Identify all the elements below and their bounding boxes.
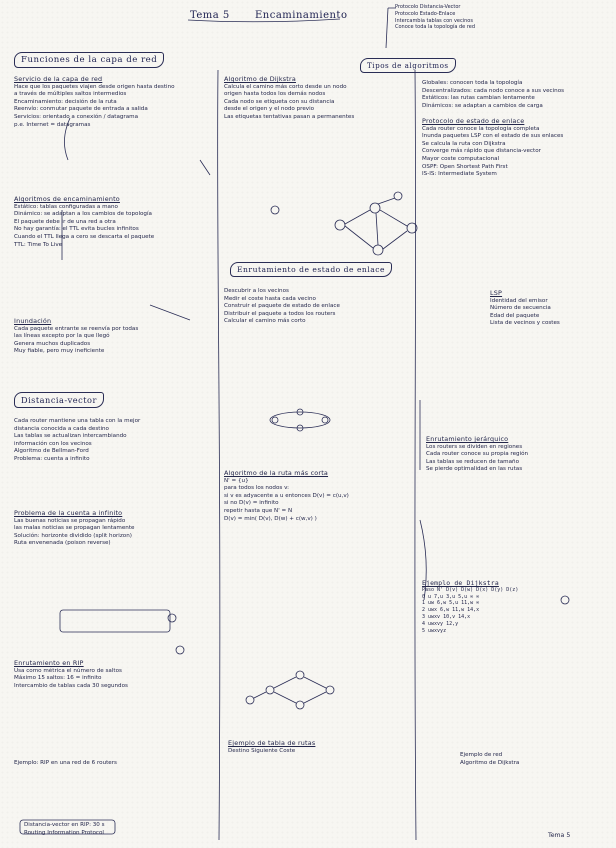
left-block-1: [14, 76, 175, 129]
note-line: Mayor coste computacional: [422, 155, 500, 162]
note-line: Máximo 15 saltos: 16 = infinito: [14, 675, 102, 682]
note-line: Protocolo Estado-Enlace: [395, 10, 456, 17]
note-line: Construir el paquete de estado de enlace: [224, 303, 340, 310]
table-row: 2 uwx 6,w 11,w 14,x: [422, 607, 480, 614]
note-line: Solución: horizonte dividido (split horizon): [14, 532, 132, 539]
note-line: Servicios: orientado a conexión / datagrama: [14, 113, 139, 120]
note-line: Número de secuencia: [490, 305, 551, 312]
note-line: Muy fiable, pero muy ineficiente: [14, 348, 105, 355]
left-block-5: [14, 510, 135, 548]
section-heading: Algoritmo de la ruta más corta: [224, 469, 329, 477]
note-line: Distribuir el paquete a todos los routers: [224, 310, 336, 317]
note-line: Dinámico: se adaptan a los cambios de topología: [14, 211, 152, 218]
note-line: si no D(v) = infinito: [224, 500, 279, 507]
left-block-4: [14, 418, 140, 464]
note-line: Conoce toda la topología de red: [395, 24, 476, 31]
note-line: Identidad del emisor: [490, 297, 548, 304]
section-heading: Ejemplo de tabla de rutas: [228, 739, 316, 747]
note-line: Lista de vecinos y costes: [490, 320, 560, 327]
note-line: Descubrir a los vecinos: [224, 288, 289, 294]
middle-block-2: [224, 288, 340, 326]
table-row: 1 uw 6,w 5,u 11,w ∞: [422, 600, 480, 607]
note-line: Reenvío: conmutar paquete de entrada a salida: [14, 106, 148, 113]
bottom-left-note: Ejemplo: RIP en una red de 6 routers: [14, 760, 117, 766]
note-line: Calcula el camino más corto desde un nodo: [224, 83, 347, 90]
middle-bottom-notes: [228, 740, 315, 755]
note-line: Usa como métrica el número de saltos: [14, 667, 122, 674]
note-line: TTL: Time To Live: [14, 241, 63, 248]
note-line: Ruta envenenada (poison reverse): [14, 540, 111, 547]
dijkstra-example: [422, 580, 518, 634]
note-line: Estático: tablas configuradas a mano: [14, 203, 118, 210]
note-line: Cada nodo se etiqueta con su distancia: [224, 98, 335, 105]
note-line: Inunda paquetes LSP con el estado de sus enlaces: [422, 133, 564, 140]
note-line: Problema: cuenta a infinito: [14, 455, 90, 462]
middle-block-1: [224, 76, 354, 122]
note-line: Descentralizados: cada nodo conoce a sus vecinos: [422, 87, 565, 94]
section-heading: Protocolo de estado de enlace: [422, 117, 525, 125]
table-row: Paso N' D(v) D(w) D(x) D(y) D(z): [422, 586, 519, 593]
section-heading: Ejemplo de Dijkstra: [422, 579, 499, 587]
right-section-title: Tipos de algoritmos: [360, 58, 456, 73]
left-footer: [24, 822, 105, 837]
note-line: Las buenas noticias se propagan rápido: [14, 517, 126, 524]
note-line: Cada router conoce su propia región: [426, 451, 529, 458]
note-line: Ejemplo de red: [460, 752, 503, 758]
note-line: Intercambio de tablas cada 30 segundos: [14, 682, 128, 689]
note-line: Protocolo Distancia-Vector: [395, 4, 461, 10]
note-line: Distancia-vector en RIP: 30 s: [24, 822, 105, 828]
topic-heading: Tema 5: [190, 10, 230, 21]
note-line: Cuando el TTL llega a cero se descarta el paquete: [14, 233, 155, 240]
note-line: Genera muchos duplicados: [14, 340, 91, 347]
right-bottom-notes: [460, 752, 519, 767]
table-row: 0 u 7,u 3,u 5,u ∞ ∞: [422, 593, 480, 600]
note-line: Medir el coste hasta cada vecino: [224, 295, 316, 302]
subject-heading: Encaminamiento: [255, 10, 348, 21]
note-line: Las etiquetas tentativas pasan a permanentes: [224, 113, 355, 120]
note-line: si v es adyacente a u entonces D(v) = c(u,v): [224, 492, 349, 499]
section-heading: Inundación: [14, 317, 52, 325]
note-line: desde el origen y el nodo previo: [224, 106, 315, 113]
note-line: Se calcula la ruta con Dijkstra: [422, 140, 506, 147]
note-line: N' = {u}: [224, 477, 249, 484]
section-heading: Enrutamiento jerárquico: [426, 435, 509, 443]
note-line: origen hasta todos los demás nodos: [224, 91, 326, 98]
note-line: Globales: conocen toda la topología: [422, 80, 523, 86]
left-block-3: [14, 318, 138, 356]
note-line: Destino Siguiente Coste: [228, 747, 296, 754]
note-line: Converge más rápido que distancia-vector: [422, 148, 541, 155]
note-line: las líneas excepto por la que llegó: [14, 333, 110, 340]
note-line: Cada router conoce la topología completa: [422, 125, 540, 132]
note-line: El paquete debe ir de una red a otra: [14, 218, 116, 225]
note-line: a través de múltiples saltos intermedios: [14, 91, 127, 98]
table-row: 4 uwxvy 12,y: [422, 620, 459, 627]
note-line: Intercambia tablas con vecinos: [395, 17, 473, 24]
section-heading: Algoritmo de Dijkstra: [224, 75, 296, 83]
note-line: No hay garantía: el TTL evita bucles infinitos: [14, 226, 139, 233]
right-block-2: [422, 118, 563, 179]
note-line: para todos los nodos v:: [224, 485, 289, 492]
top-right-notes: [395, 4, 475, 31]
note-line: p.e. Internet = datagramas: [14, 121, 91, 128]
right-block-3: [490, 290, 560, 328]
right-block-4: [426, 436, 528, 474]
page-marker: Tema 5: [548, 832, 571, 839]
note-line: Se pierde optimalidad en las rutas: [426, 466, 523, 473]
left-section-title-2: Distancia-vector: [14, 392, 104, 408]
note-line: Estáticos: las rutas cambian lentamente: [422, 95, 535, 102]
note-line: IS-IS: Intermediate System: [422, 171, 497, 178]
note-line: distancia conocida a cada destino: [14, 425, 109, 432]
section-heading: Algoritmos de encaminamiento: [14, 195, 120, 203]
section-heading: Enrutamiento en RIP: [14, 659, 84, 667]
left-block-6: [14, 660, 128, 690]
note-line: Algoritmo de Dijkstra: [460, 759, 520, 766]
note-line: Las tablas se reducen de tamaño: [426, 458, 520, 465]
right-block-1: [422, 80, 564, 110]
note-line: Edad del paquete: [490, 312, 540, 319]
note-line: Encaminamiento: decisión de la ruta: [14, 98, 117, 105]
note-line: Cada router mantiene una tabla con la mejor: [14, 418, 141, 424]
note-line: Dinámicos: se adaptan a cambios de carga: [422, 102, 543, 109]
note-line: Calcular el camino más corto: [224, 318, 306, 325]
note-line: Algoritmo de Bellman-Ford: [14, 448, 89, 455]
table-row: 3 uwxv 10,v 14,x: [422, 613, 471, 620]
middle-section-title: Enrutamiento de estado de enlace: [230, 262, 392, 277]
note-line: información con los vecinos: [14, 440, 92, 447]
left-section-title: Funciones de la capa de red: [14, 52, 164, 68]
table-row: 5 uwxvyz: [422, 627, 447, 634]
note-line: Las tablas se actualizan intercambiando: [14, 433, 127, 440]
note-line: Hace que los paquetes viajen desde origen hasta destino: [14, 83, 175, 90]
note-line: OSPF: Open Shortest Path First: [422, 163, 508, 170]
middle-block-3: [224, 470, 349, 523]
note-line: D(v) = min( D(v), D(w) + c(w,v) ): [224, 515, 317, 522]
section-heading: Servicio de la capa de red: [14, 75, 103, 83]
section-heading: Problema de la cuenta a infinito: [14, 509, 123, 517]
note-line: Routing Information Protocol: [24, 829, 104, 836]
note-line: las malas noticias se propagan lentamente: [14, 525, 135, 532]
left-block-2: [14, 196, 154, 249]
note-line: repetir hasta que N' = N: [224, 507, 293, 514]
section-heading: LSP: [490, 289, 503, 297]
note-line: Los routers se dividen en regiones: [426, 443, 523, 450]
note-line: Cada paquete entrante se reenvía por todas: [14, 325, 139, 332]
